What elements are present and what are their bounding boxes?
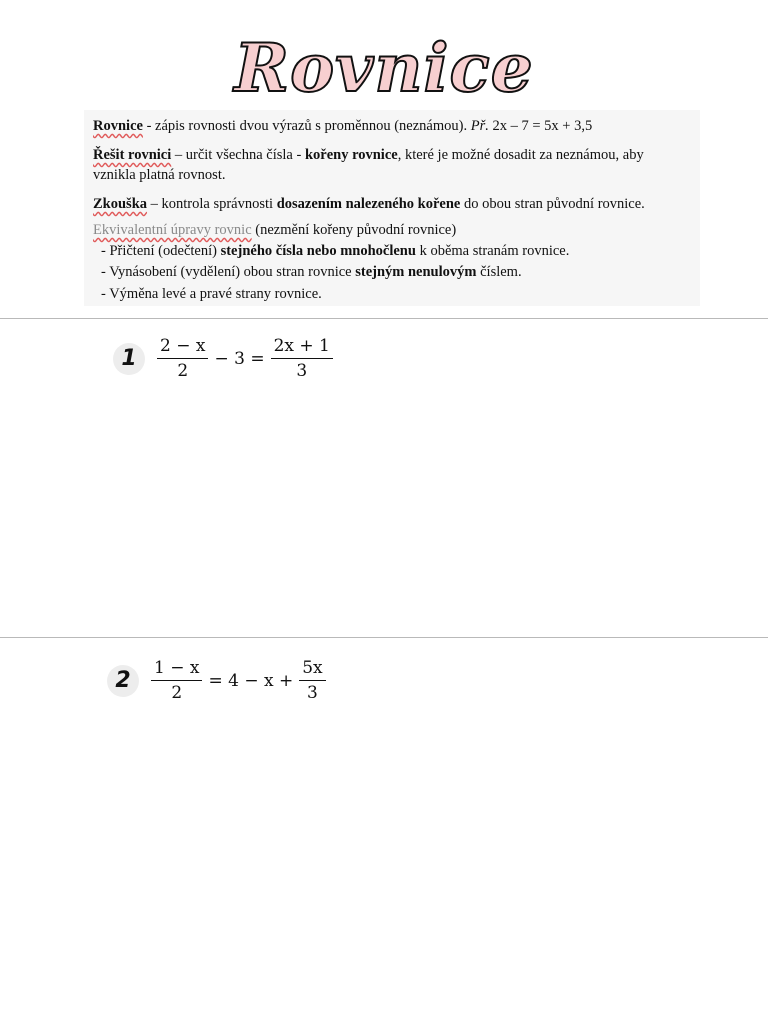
divider bbox=[0, 318, 768, 319]
definition-zkouska: Zkouška – kontrola správnosti dosazením nalezeného kořene do obou stran původní rovnice. bbox=[93, 196, 645, 212]
list-item: - Výměna levé a pravé strany rovnice. bbox=[101, 286, 322, 302]
definition-rovnice: Rovnice - zápis rovnosti dvou výrazů s proměnnou (neznámou). Př. 2x – 7 = 5x + 3,5 bbox=[93, 118, 593, 134]
term-rovnice: Rovnice bbox=[93, 118, 143, 134]
exercise-number-badge: 2 bbox=[107, 665, 139, 697]
example-equation: 2x – 7 = 5x + 3,5 bbox=[488, 118, 593, 134]
term-resit-rovnici: Řešit rovnici bbox=[93, 147, 172, 163]
divider bbox=[0, 637, 768, 638]
fraction-lhs: $\frac{2 - x}{2}$ bbox=[157, 336, 208, 381]
definition-resit: Řešit rovnici – určit všechna čísla - kořeny rovnice, které je možné dosadit za neznámou, aby bbox=[93, 147, 644, 163]
fraction-lhs: $\frac{1 - x}{2}$ bbox=[151, 658, 202, 703]
exercise-2: 2 $\frac{1 - x}{2}$ = 4 − x + $\frac{5x}{3}$ bbox=[107, 658, 328, 703]
term-zkouska: Zkouška bbox=[93, 196, 148, 212]
definition-ekvivalentni: Ekvivalentní úpravy rovnic (nezmění kořeny původní rovnice) bbox=[93, 222, 457, 238]
fraction-rhs: $\frac{2x + 1}{3}$ bbox=[271, 336, 333, 381]
list-item: - Přičtení (odečtení) stejného čísla nebo mnohočlenu k oběma stranám rovnice. bbox=[101, 243, 570, 259]
fraction-rhs: $\frac{5x}{3}$ bbox=[299, 658, 325, 703]
definition-resit-cont: vznikla platná rovnost. bbox=[93, 167, 226, 183]
exercise-1: 1 $\frac{2 - x}{2}$ − 3 = $\frac{2x + 1}{3}$ bbox=[113, 336, 335, 381]
term-ekvivalentni-upravy: Ekvivalentní úpravy rovnic bbox=[93, 222, 252, 238]
exercise-number-badge: 1 bbox=[113, 343, 145, 375]
list-item: - Vynásobení (vydělení) obou stran rovnice stejným nenulovým číslem. bbox=[101, 264, 522, 280]
page-title: Rovnice bbox=[234, 29, 534, 107]
